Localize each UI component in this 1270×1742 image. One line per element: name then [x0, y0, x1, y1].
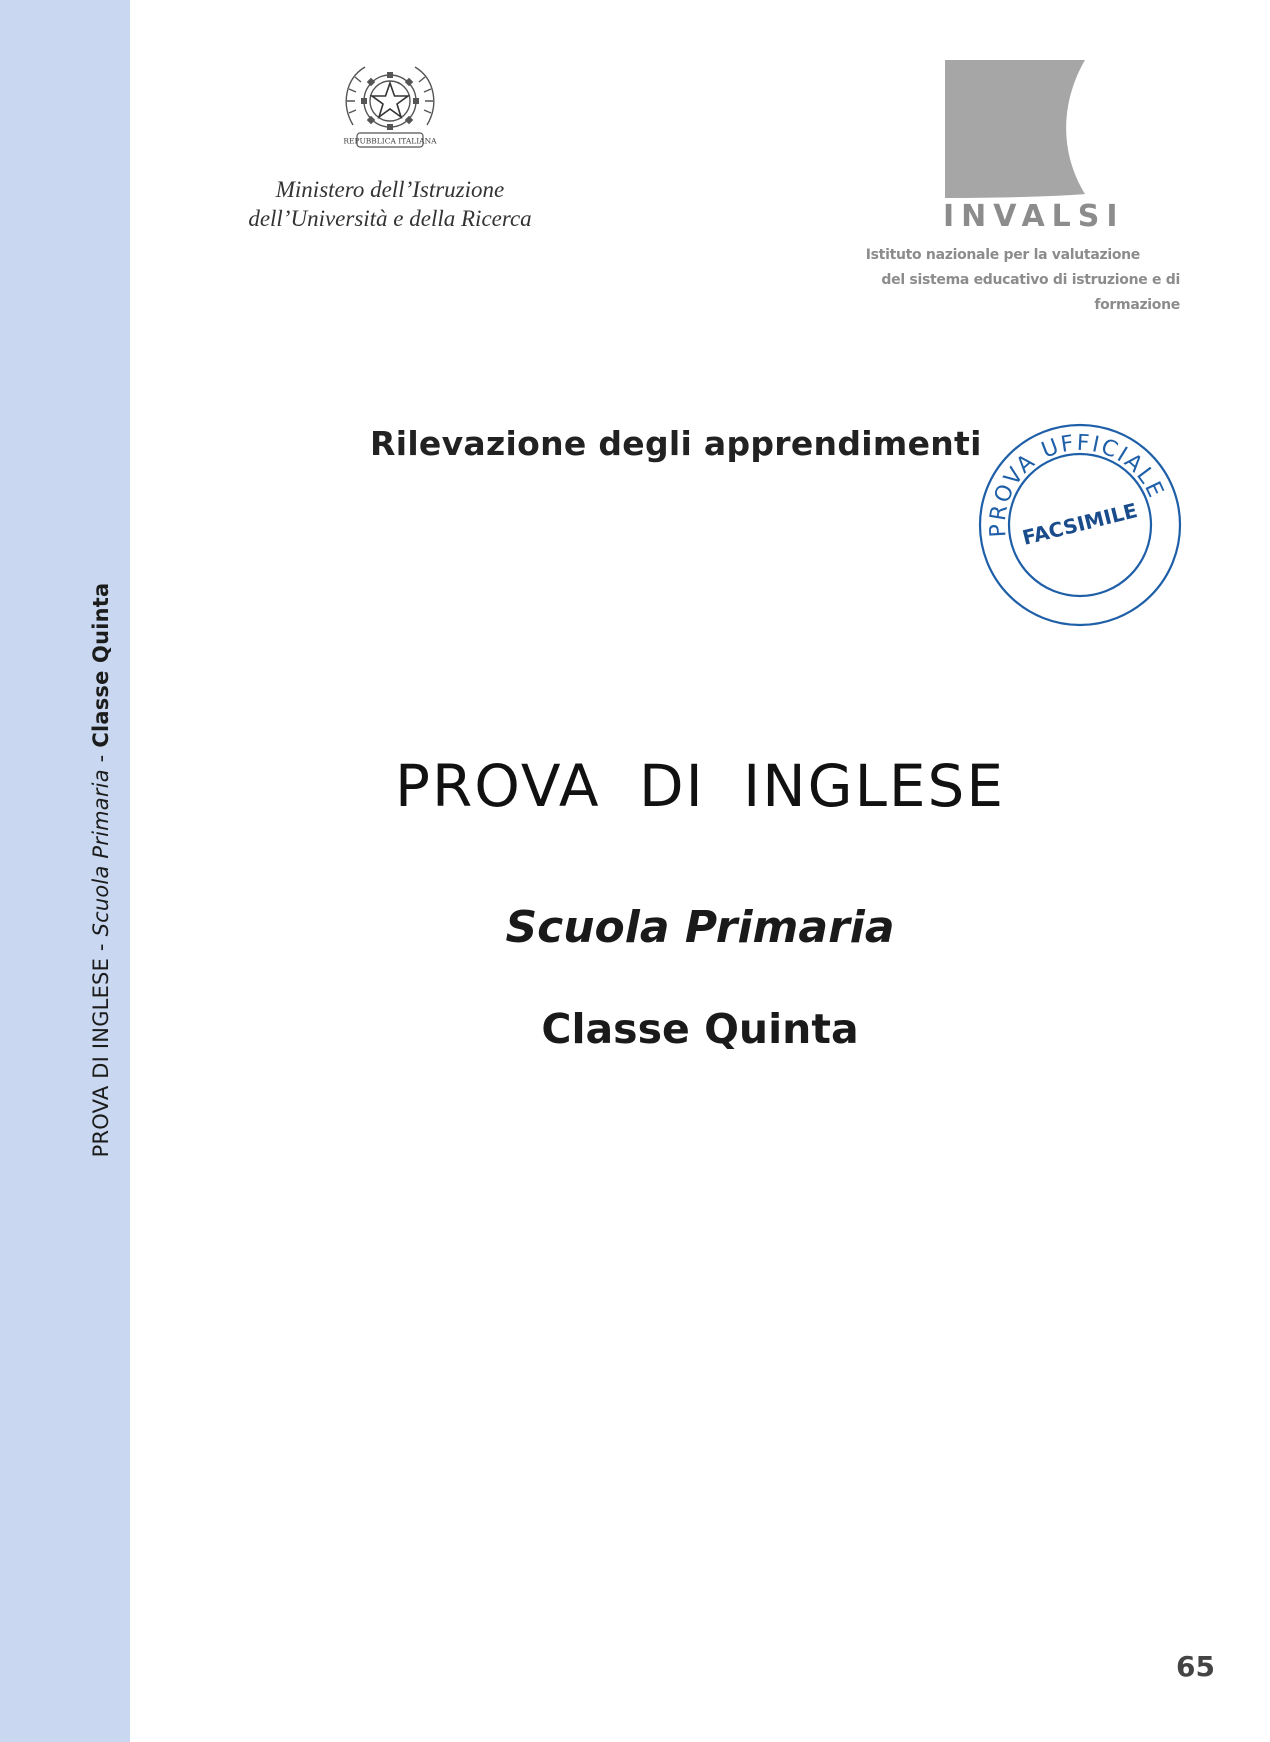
- class-level: Classe Quinta: [541, 1005, 859, 1053]
- ministry-name-line1: Ministero dell’Istruzione: [275, 177, 505, 202]
- facsimile-stamp-icon: [975, 420, 1185, 630]
- repubblica-italiana-emblem-icon: [335, 55, 445, 165]
- side-title-school: Scuola Primaria: [89, 769, 113, 937]
- svg-text:REPUBBLICA ITALIANA: REPUBBLICA ITALIANA: [343, 136, 437, 146]
- ministry-block: [230, 55, 550, 233]
- side-title-test: PROVA DI INGLESE -: [89, 936, 113, 1158]
- side-running-title: [89, 583, 113, 1158]
- invalsi-subtitle-line2: del sistema educativo di istruzione e di formazione: [881, 272, 1180, 313]
- invalsi-name: INVALSI: [943, 199, 1125, 234]
- svg-text:FACSIMILE: FACSIMILE: [1019, 498, 1140, 550]
- ministry-name-line2: dell’Università e della Ricerca: [248, 206, 532, 231]
- svg-text:PROVA UFFICIALE: PROVA UFFICIALE: [985, 430, 1169, 538]
- test-title: PROVA DI INGLESE: [394, 752, 1006, 820]
- side-title-separator: -: [89, 747, 113, 770]
- page-number: 65: [1176, 1650, 1215, 1683]
- invalsi-subtitle: [850, 243, 1180, 318]
- side-title-class: Classe Quinta: [89, 582, 113, 748]
- rilevazione-heading: Rilevazione degli apprendimenti: [370, 424, 982, 463]
- invalsi-flag-logo-icon: [945, 60, 1085, 200]
- invalsi-subtitle-line1: Istituto nazionale per la valutazione: [865, 247, 1140, 263]
- school-level: Scuola Primaria: [505, 902, 895, 953]
